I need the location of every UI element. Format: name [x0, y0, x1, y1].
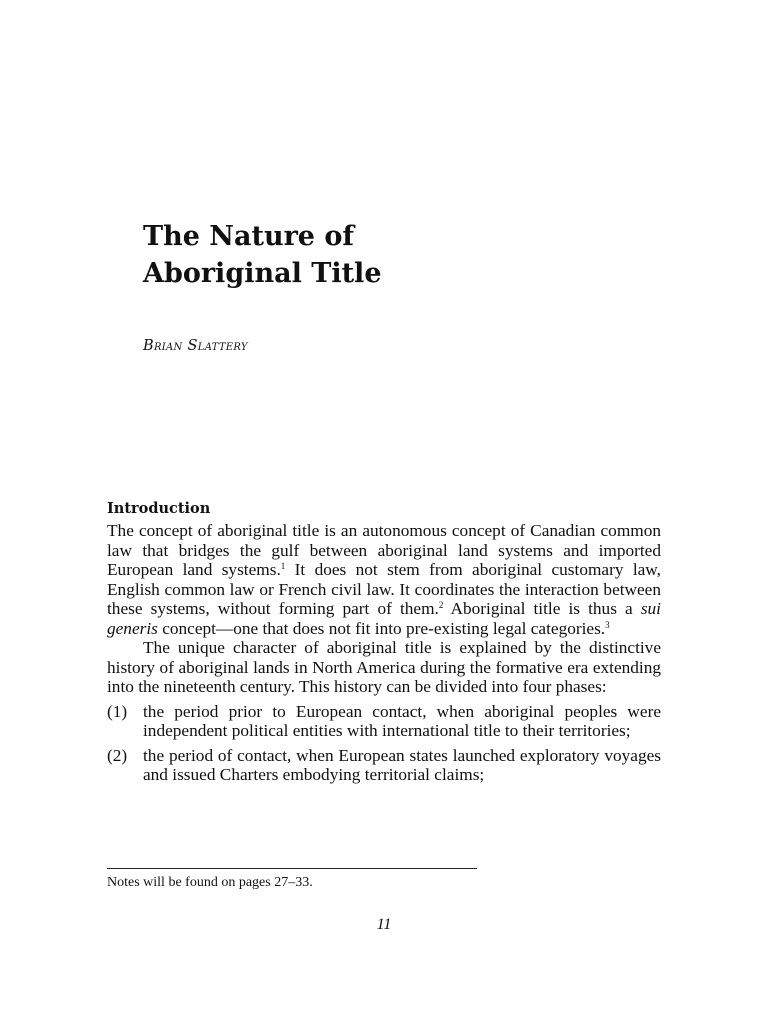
- author-name: Brian Slattery: [143, 338, 248, 354]
- body-text: [107, 498, 661, 785]
- list-item: [107, 702, 661, 741]
- paragraph-1-sentence-4: concept—one that does not fit into pre-existing legal categories.: [157, 618, 606, 638]
- chapter-title-line-2: Aboriginal Title: [143, 258, 382, 289]
- section-heading: Introduction: [107, 500, 211, 517]
- list-text: the period prior to European contact, when aboriginal peoples were independent political entities with international title to their territories;: [143, 701, 661, 740]
- footnote-ref-2: 2: [438, 600, 444, 610]
- paragraph-1: [107, 521, 661, 638]
- footnote-ref-3: 3: [605, 619, 610, 630]
- list-text: the period of contact, when European states launched exploratory voyages and issued Charters embodying territorial claims;: [143, 745, 661, 784]
- chapter-title-line-1: The Nature of: [143, 221, 355, 252]
- chapter-title: [143, 218, 663, 292]
- list-item: [107, 746, 661, 785]
- page-number: 11: [376, 916, 392, 933]
- paragraph-2: The unique character of aboriginal title is explained by the distinctive history of aboriginal lands in North America during the formative era extending into the nineteenth century. This history can be divided into four phases:: [107, 638, 661, 696]
- list-number: (1): [107, 701, 128, 721]
- footnote-ref-1: 1: [280, 561, 286, 571]
- footnote-divider: [107, 868, 477, 869]
- list-number: (2): [107, 745, 128, 765]
- paragraph-1-sentence-2: It does not stem from aboriginal customary law, English common law or French civil law. It coordinates the interaction between these systems, without forming part of them.: [107, 560, 661, 618]
- italic-term: sui generis: [107, 599, 661, 638]
- footnote-text: Notes will be found on pages 27–33.: [107, 875, 313, 890]
- paragraph-1-sentence-1: The concept of aboriginal title is an autonomous concept of Canadian common law that bridges the gulf between aboriginal land systems and imported European land systems.: [107, 521, 661, 579]
- paragraph-1-sentence-3: Aboriginal title is thus a: [443, 599, 641, 618]
